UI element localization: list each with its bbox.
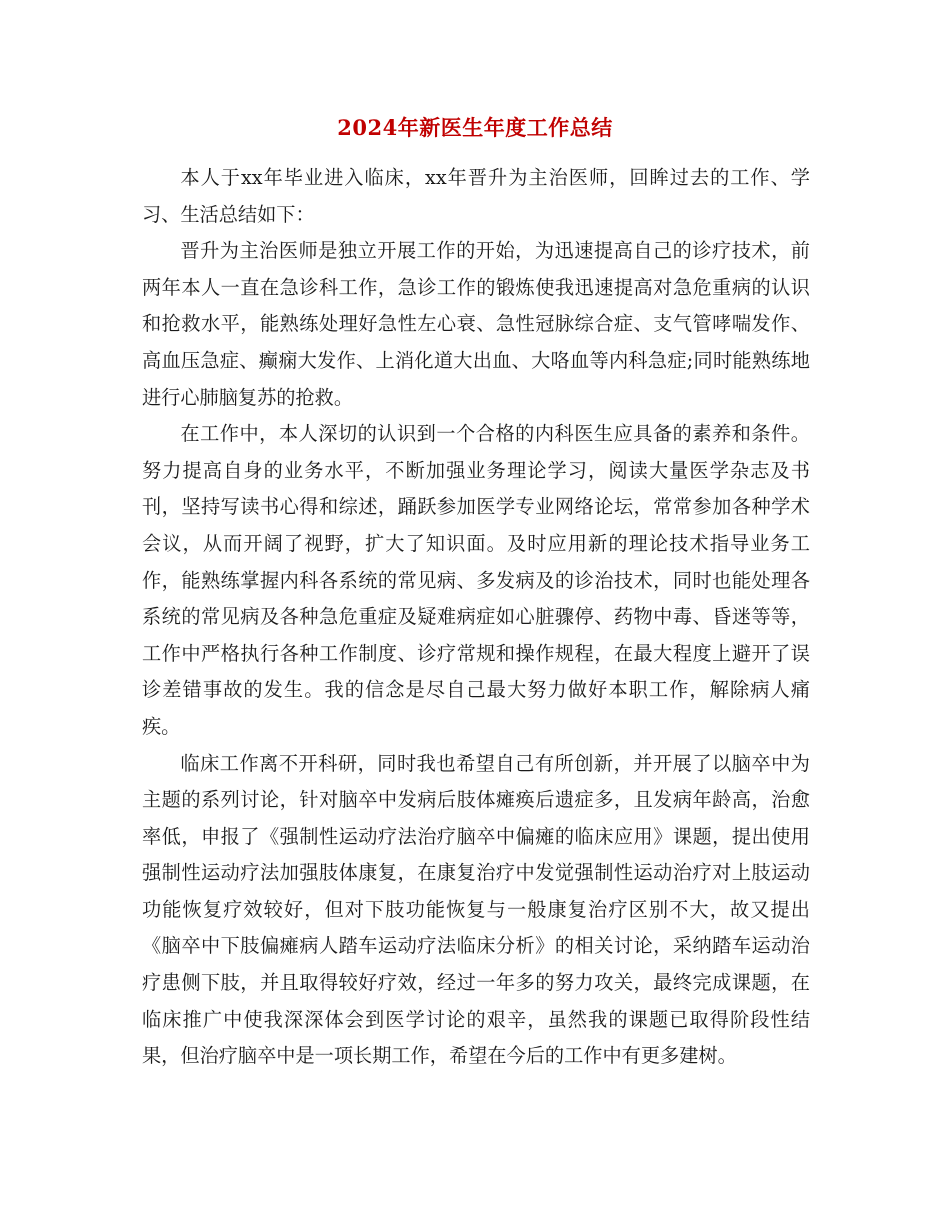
paragraph-research: 临床工作离不开科研，同时我也希望自己有所创新，并开展了以脑卒中为主题的系列讨论，针对脑卒中发病后肢体瘫痪后遗症多，且发病年龄高，治愈率低，申报了《强制性运动疗法治疗脑卒中偏瘫的临床应用》课题，提出使用强制性运动疗法加强肢体康复，在康复治疗中发觉强制性运动治疗对上肢运动功能恢复疗效较好，但对下肢功能恢复与一般康复治疗区别不大，故又提出《脑卒中下肢偏瘫病人踏车运动疗法临床分析》的相关讨论，采纳踏车运动治疗患侧下肢，并且取得较好疗效，经过一年多的努力攻关，最终完成课题，在临床推广中使我深深体会到医学讨论的艰辛，虽然我的课题已取得阶段性结果，但治疗脑卒中是一项长期工作，希望在今后的工作中有更多建树。 — [142, 751, 810, 1068]
document-body — [142, 160, 810, 1075]
document-title: 2024年新医生年度工作总结 — [337, 115, 613, 140]
paragraph-emergency-work: 晋升为主治医师是独立开展工作的开始，为迅速提高自己的诊疗技术，前两年本人一直在急诊科工作，急诊工作的锻炼使我迅速提高对急危重病的认识和抢救水平，能熟练处理好急性左心衰、急性冠脉综合症、支气管哮喘发作、高血压急症、癫痫大发作、上消化道大出血、大咯血等内科急症;同时能熟练地进行心肺脑复苏的抢救。 — [142, 239, 810, 409]
paragraph-intro: 本人于xx年毕业进入临床，xx年晋升为主治医师，回眸过去的工作、学习、生活总结如下： — [142, 166, 810, 226]
paragraph-professional-study: 在工作中，本人深切的认识到一个合格的内科医生应具备的素养和条件。努力提高自身的业务水平，不断加强业务理论学习，阅读大量医学杂志及书刊，坚持写读书心得和综述，踊跃参加医学专业网络论坛，常常参加各种学术会议，从而开阔了视野，扩大了知识面。及时应用新的理论技术指导业务工作，能熟练掌握内科各系统的常见病、多发病及的诊治技术，同时也能处理各系统的常见病及各种急危重症及疑难病症如心脏骤停、药物中毒、昏迷等等，工作中严格执行各种工作制度、诊疗常规和操作规程，在最大程度上避开了误诊差错事故的发生。我的信念是尽自己最大努力做好本职工作，解除病人痛疾。 — [142, 422, 810, 738]
